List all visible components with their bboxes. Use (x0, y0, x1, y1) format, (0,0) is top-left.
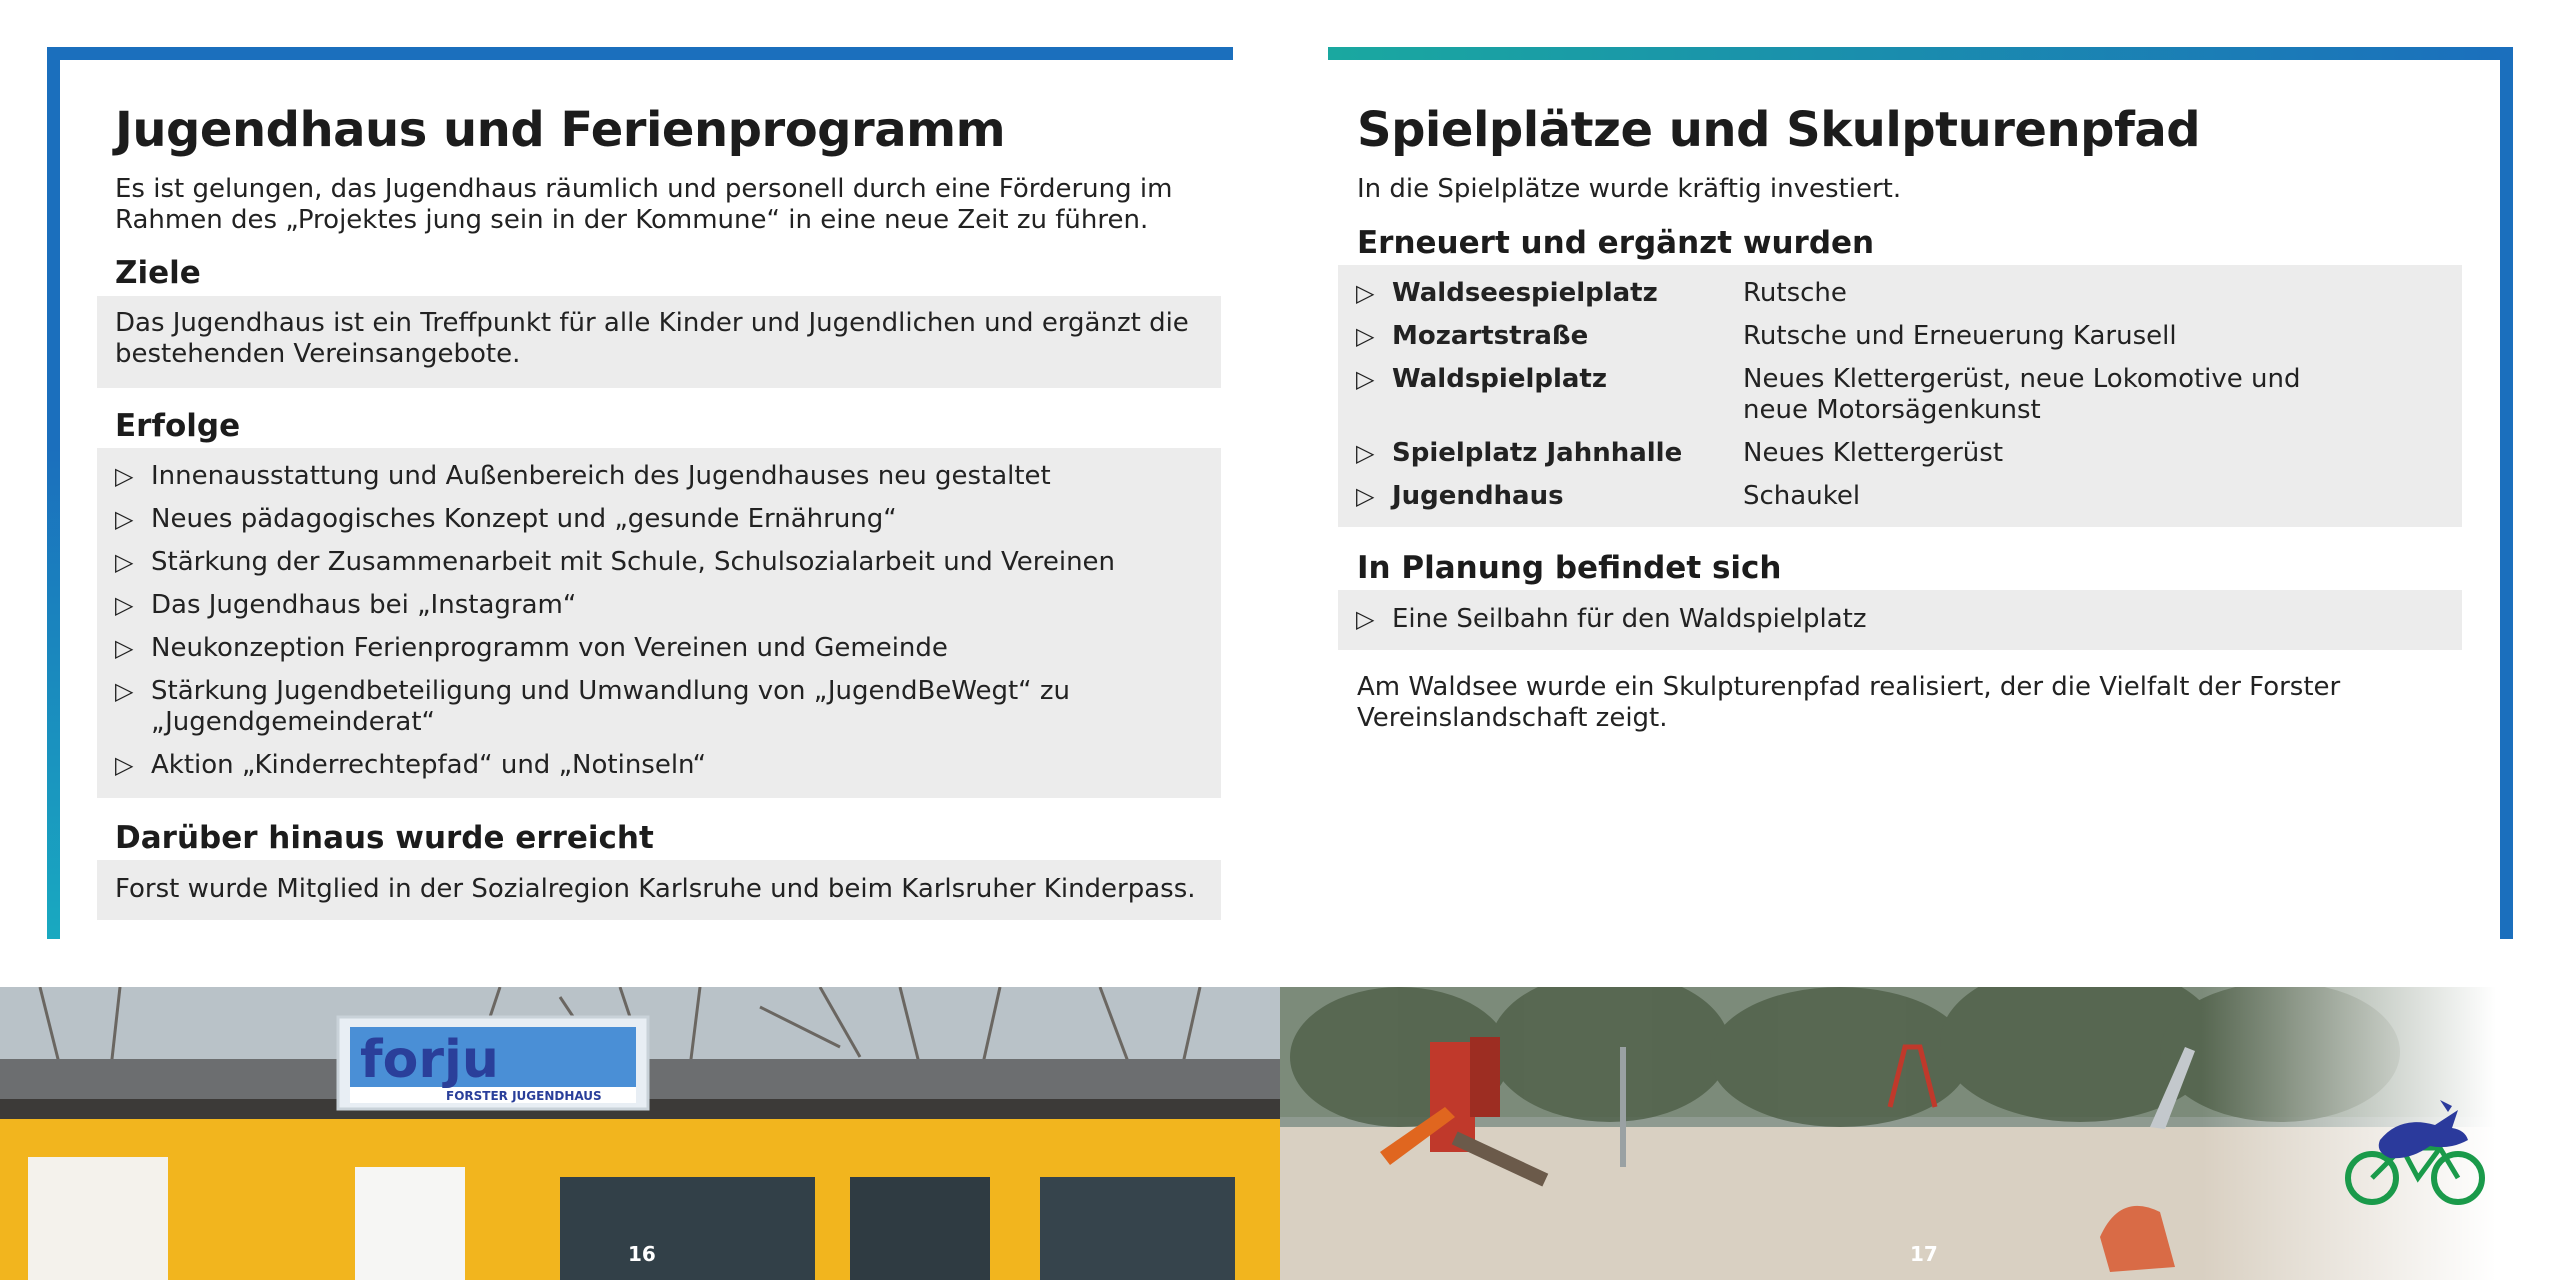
ziele-line1: Das Jugendhaus ist ein Treffpunkt für alle Kinder und Jugendlichen und ergänzt die (115, 308, 1189, 338)
jugendhaus-photo-drawing (0, 987, 1280, 1280)
sign-subtext: FORSTER JUGENDHAUS (446, 1089, 602, 1103)
playground-detail: Neues Klettergerüst (1743, 438, 2004, 468)
playground-name: Spielplatz Jahnhalle (1392, 438, 1683, 468)
left-intro-line2: Rahmen des „Projektes jung sein in der Kommune“ in eine neue Zeit zu führen. (115, 205, 1149, 235)
left-intro-line1: Es ist gelungen, das Jugendhaus räumlich und personell durch eine Förderung im (115, 174, 1173, 204)
bullet-triangle-icon: ▷ (1356, 482, 1375, 510)
right-panel-top-border (1328, 47, 2513, 60)
darueber-box (97, 860, 1221, 920)
bullet-triangle-icon: ▷ (115, 548, 134, 576)
bullet-triangle-icon: ▷ (115, 591, 134, 619)
playground-detail: Neues Klettergerüst, neue Lokomotive und (1743, 364, 2301, 394)
playground-detail: neue Motorsägenkunst (1743, 395, 2041, 425)
bullet-triangle-icon: ▷ (1356, 322, 1375, 350)
left-panel-side-border (47, 47, 60, 939)
bullet-triangle-icon: ▷ (115, 751, 134, 779)
playground-detail: Rutsche und Erneuerung Karusell (1743, 321, 2177, 351)
bullet-triangle-icon: ▷ (1356, 365, 1375, 393)
planung-heading: In Planung befindet sich (1357, 550, 1782, 586)
right-intro: In die Spielplätze wurde kräftig investiert. (1357, 174, 1902, 204)
playground-table (1338, 265, 2462, 527)
left-panel-top-border (47, 47, 1233, 60)
right-title: Spielplätze und Skulpturenpfad (1357, 102, 2201, 158)
bullet-triangle-icon: ▷ (115, 462, 134, 490)
ziele-line2: bestehenden Vereinsangebote. (115, 339, 521, 369)
ziele-heading: Ziele (115, 255, 201, 291)
right-panel (1328, 47, 2513, 939)
bullet-triangle-icon: ▷ (115, 634, 134, 662)
left-panel (47, 47, 1233, 939)
bullet-triangle-icon: ▷ (1356, 439, 1375, 467)
playground-name: Waldspielplatz (1392, 364, 1607, 394)
erfolge-box: ▷ Innenausstattung und Außenbereich des Jugendhauses neu gestaltet ▷ Neues pädagogisches Konzept und „gesunde Ernährung“ ▷ Stärkung der Zusammenarbeit mit Schule, Schulsozialarbeit und Vereinen ▷ Das Jugendhaus bei „Instagram“ ▷ Neukonzeption Ferienprogramm von Vereinen und Gemeinde ▷ Stärkung Jugendbeteiligung und Umwandlung von „JugendBeWegt“ zu „Jugendgemeinderat“ ▷ Aktion „Kinderrechtepfad“ und „Notinseln“ (97, 448, 1221, 798)
playground-detail: Schaukel (1743, 481, 1861, 511)
bullet-triangle-icon: ▷ (115, 505, 134, 533)
playground-name: Mozartstraße (1392, 321, 1589, 351)
erneuert-heading: Erneuert und ergänzt wurden (1357, 225, 1875, 261)
bullet-triangle-icon: ▷ (115, 677, 134, 705)
page-number-right: 17 (1910, 1242, 1938, 1266)
bullet-triangle-icon: ▷ (1356, 605, 1375, 633)
photo-strip (0, 987, 2560, 1280)
bullet-triangle-icon: ▷ (1356, 279, 1375, 307)
playground-name: Waldseespielplatz (1392, 278, 1658, 308)
erfolge-heading: Erfolge (115, 408, 241, 444)
right-outro-line2: Vereinslandschaft zeigt. (1357, 703, 1668, 733)
playground-photo (1280, 987, 2560, 1280)
right-panel-side-border (2500, 47, 2513, 939)
playground-detail: Rutsche (1743, 278, 1847, 308)
jugendhaus-photo (0, 987, 1280, 1280)
planung-box: ▷ Eine Seilbahn für den Waldspielplatz (1338, 590, 2462, 650)
darueber-text: Forst wurde Mitglied in der Sozialregion Karlsruhe und beim Karlsruher Kinderpass. (115, 874, 1196, 904)
rabbit-cyclist-logo-icon (2340, 1100, 2490, 1210)
playground-name: Jugendhaus (1392, 481, 1564, 511)
darueber-heading: Darüber hinaus wurde erreicht (115, 820, 654, 856)
sign-text: forju (360, 1030, 499, 1090)
page-number-left: 16 (628, 1242, 656, 1266)
ziele-box (97, 296, 1221, 388)
right-outro-line1: Am Waldsee wurde ein Skulpturenpfad realisiert, der die Vielfalt der Forster (1357, 672, 2341, 702)
left-title: Jugendhaus und Ferienprogramm (115, 102, 1006, 158)
